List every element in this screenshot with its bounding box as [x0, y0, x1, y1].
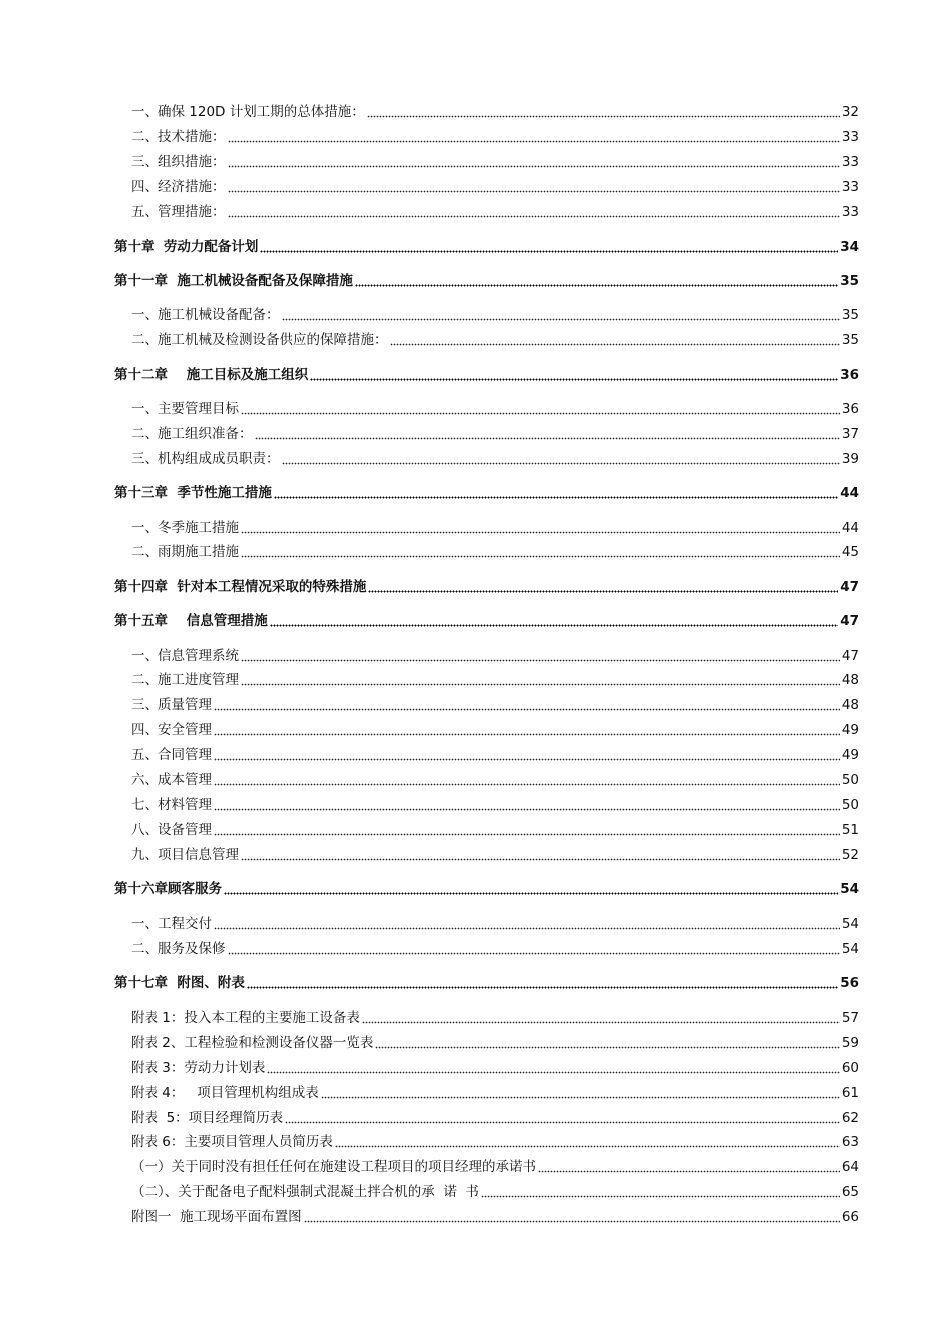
toc-entry[interactable]	[0, 101, 950, 123]
toc-entry[interactable]	[0, 1082, 950, 1104]
toc-entry-page: 33	[841, 179, 859, 195]
toc-entry[interactable]	[0, 1057, 950, 1079]
toc-entry-page: 59	[841, 1035, 859, 1051]
toc-entry-page: 33	[841, 129, 859, 145]
toc-entry[interactable]	[0, 1206, 950, 1228]
toc-entry-label: 一、施工机械设备配备：	[131, 307, 280, 323]
dot-leader	[228, 129, 840, 143]
toc-entry-page: 62	[841, 1110, 859, 1126]
toc-chapter-page: 36	[840, 367, 859, 383]
dot-leader	[538, 1159, 840, 1173]
toc-entry-label: 一、主要管理目标	[131, 401, 239, 417]
toc-entry[interactable]	[0, 938, 950, 960]
toc-entry[interactable]	[0, 1181, 950, 1203]
toc-entry-label: 二、施工机械及检测设备供应的保障措施：	[131, 332, 388, 348]
toc-entry[interactable]	[0, 423, 950, 445]
toc-entry-page: 39	[841, 451, 859, 467]
toc-entry[interactable]	[0, 719, 950, 741]
dot-leader	[304, 1209, 840, 1223]
dot-leader	[241, 672, 840, 686]
toc-entry[interactable]	[0, 645, 950, 667]
toc-entry-label: 二、服务及保修	[131, 941, 226, 957]
toc-entry-label: 三、机构组成成员职责：	[131, 451, 280, 467]
toc-entry-page: 48	[841, 672, 859, 688]
dot-leader	[367, 104, 840, 118]
toc-entry-label: 八、设备管理	[131, 822, 212, 838]
toc-entry[interactable]	[0, 744, 950, 766]
dot-leader	[375, 1035, 839, 1049]
dot-leader	[335, 1134, 840, 1148]
toc-entry[interactable]	[0, 1156, 950, 1178]
dot-leader	[368, 579, 838, 593]
toc-entry-page: 57	[841, 1010, 859, 1026]
toc-entry[interactable]	[0, 541, 950, 563]
toc-entry[interactable]	[0, 913, 950, 935]
toc-entry-label: 四、安全管理	[131, 722, 212, 738]
toc-entry[interactable]	[0, 694, 950, 716]
toc-entry-page: 64	[841, 1159, 859, 1175]
toc-entry[interactable]	[0, 819, 950, 841]
toc-entry-label: 一、确保 120D 计划工期的总体措施：	[131, 104, 365, 120]
toc-entry[interactable]	[0, 304, 950, 326]
toc-entry-label: 五、管理措施：	[131, 204, 226, 220]
toc-chapter-page: 54	[840, 881, 859, 897]
toc-entry[interactable]	[0, 329, 950, 351]
dot-leader	[214, 916, 840, 930]
toc-entry[interactable]	[0, 669, 950, 691]
toc-entry-label: 七、材料管理	[131, 797, 212, 813]
toc-entry-label: 二、技术措施：	[131, 129, 226, 145]
dot-leader	[214, 797, 840, 811]
toc-entry-page: 50	[841, 797, 859, 813]
toc-chapter-page: 47	[840, 579, 859, 595]
toc-entry-page: 44	[841, 520, 859, 536]
toc-entry-page: 52	[841, 847, 859, 863]
toc-entry[interactable]	[0, 794, 950, 816]
toc-entry-page: 33	[841, 204, 859, 220]
toc-entry-page: 50	[841, 772, 859, 788]
dot-leader	[214, 722, 840, 736]
dot-leader	[255, 426, 840, 440]
toc-chapter[interactable]	[0, 236, 950, 258]
toc-entry[interactable]	[0, 151, 950, 173]
toc-entry-page: 61	[841, 1085, 859, 1101]
toc-entry-label: 附表 5：项目经理简历表	[131, 1110, 284, 1126]
dot-leader	[228, 154, 840, 168]
dot-leader	[481, 1184, 840, 1198]
toc-entry-page: 66	[841, 1209, 859, 1225]
toc-entry-page: 35	[841, 332, 859, 348]
toc-chapter[interactable]	[0, 878, 950, 900]
dot-leader	[282, 451, 840, 465]
dot-leader	[214, 697, 840, 711]
dot-leader	[241, 544, 840, 558]
toc-entry[interactable]	[0, 448, 950, 470]
toc-entry-label: 二、施工进度管理	[131, 672, 239, 688]
toc-entry-label: 九、项目信息管理	[131, 847, 239, 863]
toc-entry-label: （一）关于同时没有担任任何在施建设工程项目的项目经理的承诺书	[131, 1159, 536, 1175]
toc-entry[interactable]	[0, 844, 950, 866]
toc-chapter[interactable]	[0, 482, 950, 504]
toc-chapter-page: 35	[840, 273, 859, 289]
toc-entry[interactable]	[0, 398, 950, 420]
dot-leader	[228, 179, 840, 193]
toc-entry-page: 51	[841, 822, 859, 838]
dot-leader	[224, 881, 838, 895]
toc-entry-label: 二、施工组织准备：	[131, 426, 253, 442]
toc-entry[interactable]	[0, 176, 950, 198]
toc-entry-page: 49	[841, 722, 859, 738]
toc-entry-label: 三、组织措施：	[131, 154, 226, 170]
dot-leader	[321, 1085, 840, 1099]
dot-leader	[282, 307, 840, 321]
toc-entry-label: 一、信息管理系统	[131, 648, 239, 664]
toc-entry[interactable]	[0, 769, 950, 791]
toc-entry-page: 33	[841, 154, 859, 170]
toc-chapter-label: 第十章 劳动力配备计划	[114, 239, 259, 255]
dot-leader	[228, 941, 840, 955]
toc-entry-page: 49	[841, 747, 859, 763]
toc-entry-label: 一、工程交付	[131, 916, 212, 932]
dot-leader	[214, 822, 840, 836]
toc-entry[interactable]	[0, 126, 950, 148]
toc-chapter-page: 34	[840, 239, 859, 255]
dot-leader	[390, 332, 840, 346]
toc-entry-label: 附表 2、工程检验和检测设备仪器一览表	[131, 1035, 374, 1051]
toc-chapter-label: 第十七章 附图、附表	[114, 975, 245, 991]
dot-leader	[241, 648, 840, 662]
toc-entry-label: 附表 4： 项目管理机构组成表	[131, 1085, 319, 1101]
toc-entry-page: 37	[841, 426, 859, 442]
dot-leader	[241, 401, 840, 415]
toc-chapter-page: 47	[840, 613, 859, 629]
dot-leader	[285, 1110, 840, 1124]
toc-chapter-label: 第十五章 信息管理措施	[114, 613, 268, 629]
toc-entry-page: 60	[841, 1060, 859, 1076]
toc-entry-label: 附表 3：劳动力计划表	[131, 1060, 266, 1076]
dot-leader	[260, 239, 838, 253]
dot-leader	[228, 204, 840, 218]
toc-entry-page: 45	[841, 544, 859, 560]
toc-entry-page: 47	[841, 648, 859, 664]
toc-entry-label: 一、冬季施工措施	[131, 520, 239, 536]
toc-entry-page: 48	[841, 697, 859, 713]
toc-chapter-label: 第十二章 施工目标及施工组织	[114, 367, 309, 383]
toc-entry-page: 54	[841, 916, 859, 932]
dot-leader	[267, 1060, 839, 1074]
toc-chapter-label: 第十四章 针对本工程情况采取的特殊措施	[114, 579, 367, 595]
toc-entry[interactable]	[0, 201, 950, 223]
dot-leader	[241, 520, 840, 534]
toc-entry-label: 五、合同管理	[131, 747, 212, 763]
toc-entry-page: 35	[841, 307, 859, 323]
dot-leader	[270, 613, 838, 627]
toc-entry-page: 65	[841, 1184, 859, 1200]
toc-entry-label: 附图一 施工现场平面布置图	[131, 1209, 302, 1225]
toc-entry-label: 六、成本管理	[131, 772, 212, 788]
toc-chapter[interactable]	[0, 610, 950, 632]
toc-chapter-page: 56	[840, 975, 859, 991]
toc-chapter-label: 第十三章 季节性施工措施	[114, 485, 272, 501]
toc-entry-page: 36	[841, 401, 859, 417]
toc-chapter[interactable]	[0, 270, 950, 292]
dot-leader	[247, 975, 838, 989]
toc-entry-label: 附表 6：主要项目管理人员简历表	[131, 1134, 333, 1150]
toc-chapter-label: 第十一章 施工机械设备配备及保障措施	[114, 273, 353, 289]
toc-chapter[interactable]	[0, 972, 950, 994]
toc-entry[interactable]	[0, 517, 950, 539]
toc-chapter[interactable]	[0, 364, 950, 386]
toc-entry-label: 二、雨期施工措施	[131, 544, 239, 560]
toc-entry-page: 54	[841, 941, 859, 957]
toc-chapter[interactable]	[0, 576, 950, 598]
toc-chapter-label: 第十六章顾客服务	[114, 881, 222, 897]
toc-entry-label: 附表 1：投入本工程的主要施工设备表	[131, 1010, 360, 1026]
dot-leader	[214, 772, 840, 786]
dot-leader	[355, 273, 838, 287]
toc-chapter-page: 44	[840, 485, 859, 501]
dot-leader	[274, 485, 838, 499]
toc-entry[interactable]	[0, 1107, 950, 1129]
dot-leader	[310, 367, 838, 381]
toc-entry-label: 四、经济措施：	[131, 179, 226, 195]
dot-leader	[214, 747, 840, 761]
toc-entry[interactable]	[0, 1131, 950, 1153]
toc-entry-label: （二）、关于配备电子配料强制式混凝土拌合机的承 诺 书	[131, 1184, 479, 1200]
toc-entry[interactable]	[0, 1007, 950, 1029]
toc-entry-page: 63	[841, 1134, 859, 1150]
toc-entry-label: 三、质量管理	[131, 697, 212, 713]
toc-entry-page: 32	[841, 104, 859, 120]
toc-entry[interactable]	[0, 1032, 950, 1054]
dot-leader	[362, 1010, 840, 1024]
dot-leader	[241, 847, 840, 861]
